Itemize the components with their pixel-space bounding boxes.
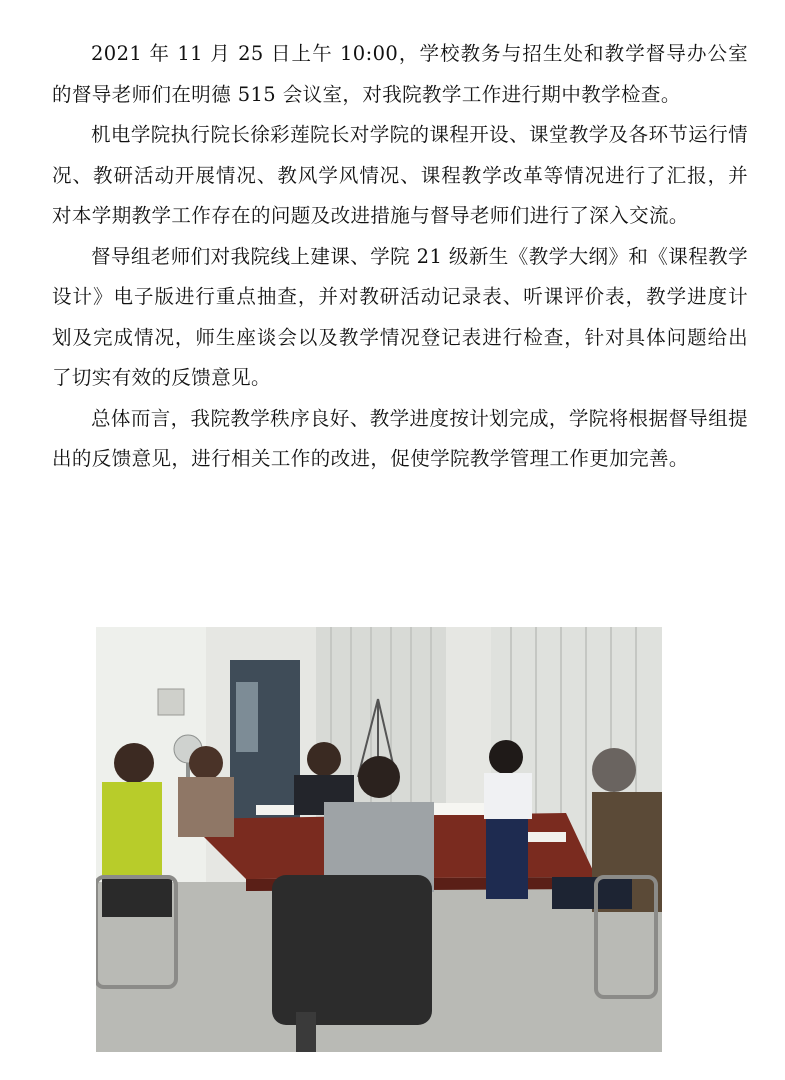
paragraph-2: 机电学院执行院长徐彩莲院长对学院的课程开设、课堂教学及各环节运行情况、教研活动开展情况、教风学风情况、课程教学改革等情况进行了汇报，并对本学期教学工作存在的问题及改进措施与督导老师们进行了深入交流。 bbox=[52, 123, 748, 227]
article-body bbox=[52, 34, 748, 480]
paragraph-4: 总体而言，我院教学秩序良好、教学进度按计划完成，学院将根据督导组提出的反馈意见，进行相关工作的改进，促使学院教学管理工作更加完善。 bbox=[52, 406, 748, 470]
paragraph-1: 2021 年 11 月 25 日上午 10:00，学校教务与招生处和教学督导办公室的督导老师们在明德 515 会议室，对我院教学工作进行期中教学检查。 bbox=[52, 42, 748, 106]
meeting-photo bbox=[96, 627, 662, 1052]
meeting-photo-icon bbox=[96, 627, 662, 1052]
paragraph-3: 督导组老师们对我院线上建课、学院 21 级新生《教学大纲》和《课程教学设计》电子版进行重点抽查，并对教研活动记录表、听课评价表，教学进度计划及完成情况，师生座谈会以及教学情况登记表进行检查，针对具体问题给出了切实有效的反馈意见。 bbox=[52, 244, 748, 389]
